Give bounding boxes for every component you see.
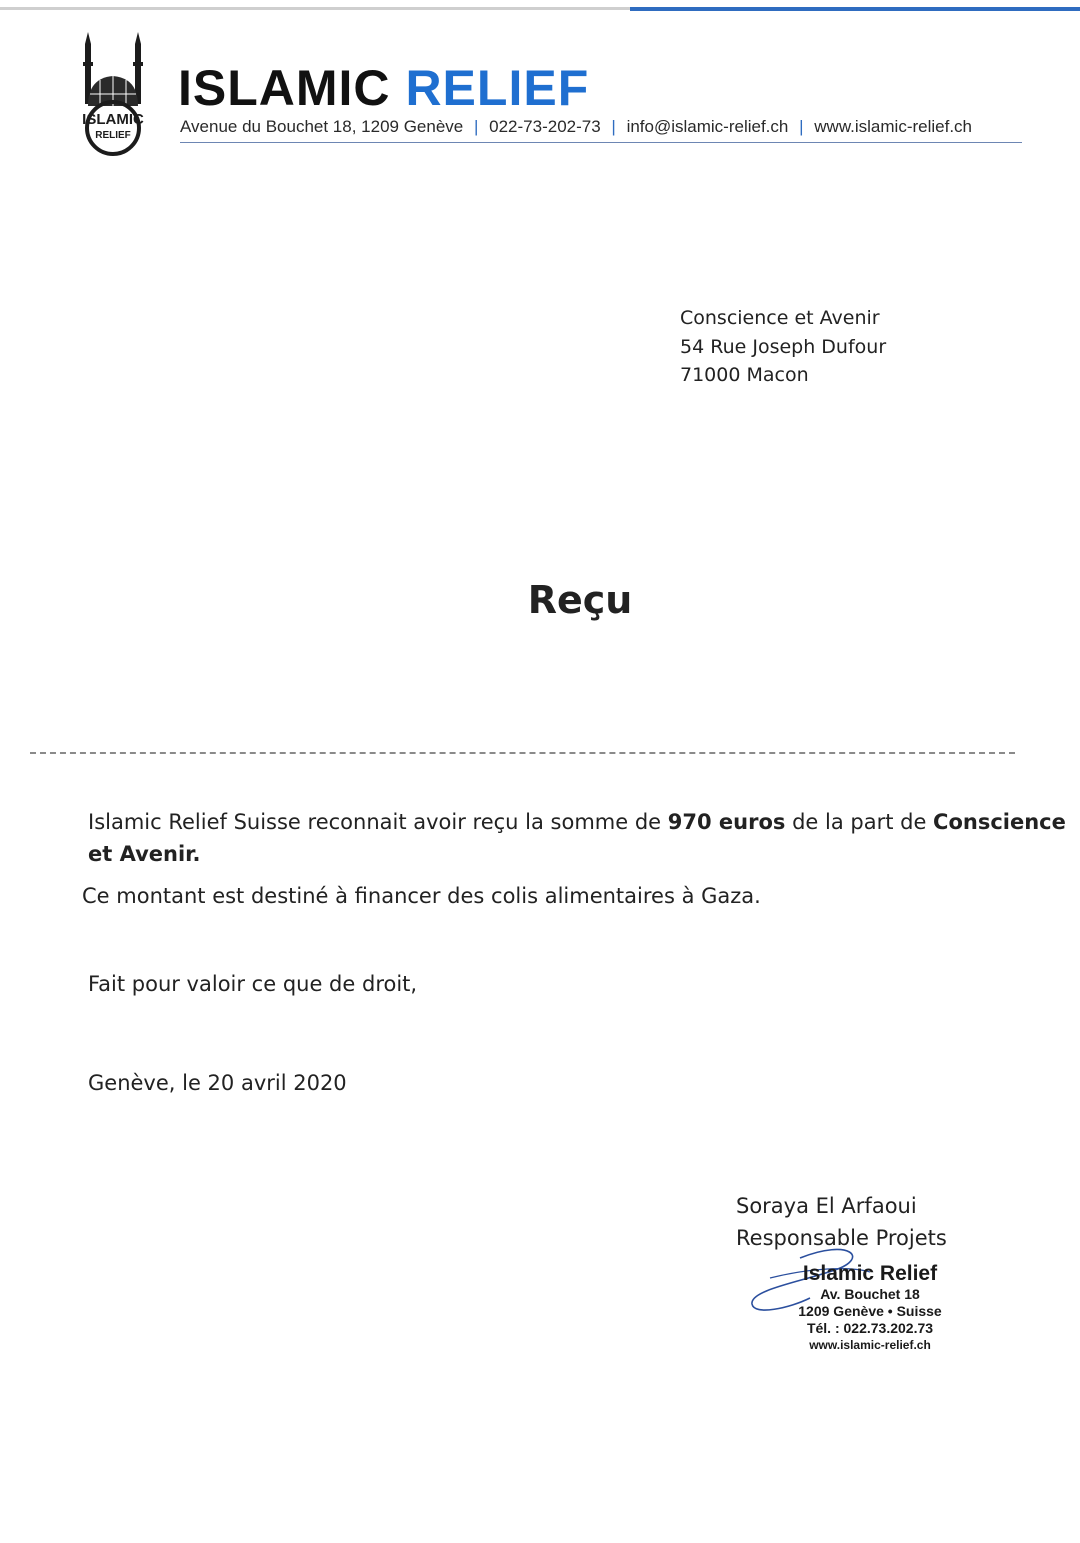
organization-stamp — [770, 1262, 970, 1353]
signatory-role: Responsable Projets — [736, 1226, 947, 1250]
contact-address: Avenue du Bouchet 18, 1209 Genève — [180, 117, 464, 136]
signatory-name: Soraya El Arfaoui — [736, 1194, 917, 1218]
recipient-address — [680, 304, 886, 390]
closing-formula: Fait pour valoir ce que de droit, — [88, 972, 418, 996]
recipient-city: 71000 Macon — [680, 364, 809, 386]
purpose-paragraph: Ce montant est destiné à financer des colis alimentaires à Gaza. — [82, 884, 761, 908]
brand-word-relief: RELIEF — [405, 60, 590, 116]
stamp-city: 1209 Genève • Suisse — [798, 1303, 942, 1319]
statement-start: Islamic Relief Suisse reconnait avoir reçu la somme de — [88, 810, 668, 834]
donor-name: Conscience et Avenir. — [88, 810, 1066, 866]
document-title: Reçu — [527, 578, 633, 622]
contact-phone: 022-73-202-73 — [489, 117, 601, 136]
stamp-street: Av. Bouchet 18 — [820, 1286, 920, 1302]
receipt-statement — [88, 806, 1073, 870]
contact-email: info@islamic-relief.ch — [626, 117, 789, 136]
mosque-logo-icon — [74, 32, 154, 156]
contact-website: www.islamic-relief.ch — [814, 117, 973, 136]
recipient-name: Conscience et Avenir — [680, 307, 880, 329]
contact-separator: | — [473, 117, 479, 136]
stamp-org: Islamic Relief — [802, 1262, 938, 1285]
logo-text-bottom: RELIEF — [95, 130, 131, 141]
dashed-divider — [30, 752, 1015, 754]
stamp-website: www.islamic-relief.ch — [809, 1338, 931, 1352]
place-date: Genève, le 20 avril 2020 — [88, 1071, 347, 1095]
brand-wordmark — [178, 58, 589, 118]
donation-amount: 970 euros — [667, 810, 786, 834]
recipient-street: 54 Rue Joseph Dufour — [680, 335, 887, 358]
header-divider — [180, 142, 1022, 143]
header-contact-line — [180, 117, 972, 137]
contact-separator: | — [611, 117, 616, 136]
stamp-phone: Tél. : 022.73.202.73 — [806, 1320, 934, 1336]
top-edge-rule — [0, 7, 630, 10]
contact-separator: | — [799, 117, 804, 136]
brand-word-islamic: ISLAMIC — [178, 60, 391, 116]
statement-mid: de la part de — [785, 810, 934, 834]
top-accent-rule — [630, 7, 1080, 11]
logo-text-top: ISLAMIC — [82, 111, 144, 128]
